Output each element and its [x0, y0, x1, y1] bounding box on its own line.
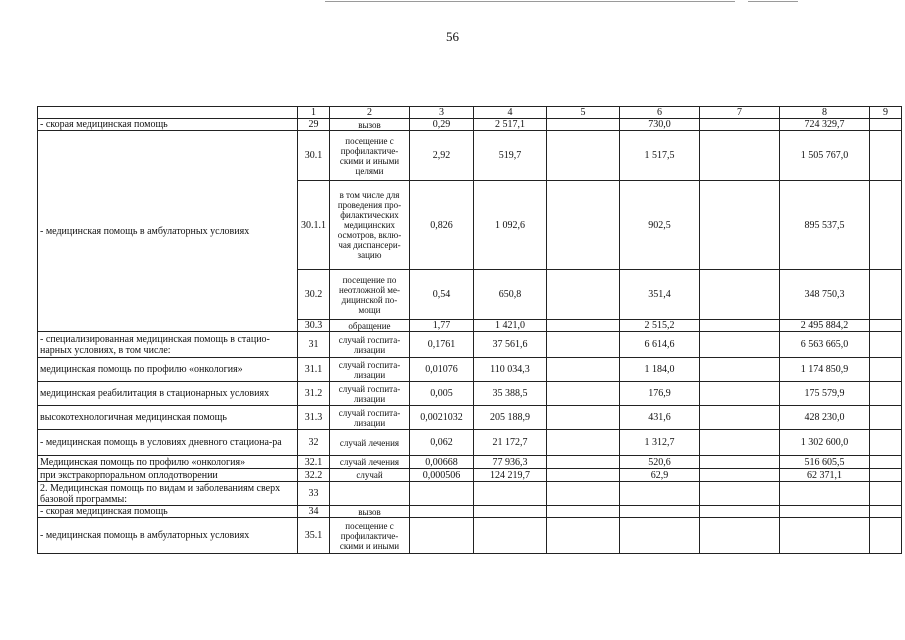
cell-col9	[870, 382, 902, 406]
cell-col5	[547, 131, 620, 181]
cell-col7	[700, 332, 780, 358]
cell-col4: 35 388,5	[474, 382, 547, 406]
row-name: - медицинская помощь в условиях дневного стациона-ра	[38, 430, 298, 456]
cell-col7	[700, 506, 780, 518]
row-unit: случай	[330, 469, 410, 482]
cell-col3: 0,000506	[410, 469, 474, 482]
cell-col9	[870, 119, 902, 131]
row-unit: случай лечения	[330, 430, 410, 456]
cell-col4	[474, 482, 547, 506]
cell-col4: 1 092,6	[474, 181, 547, 270]
cell-col8: 175 579,9	[780, 382, 870, 406]
cell-col8: 428 230,0	[780, 406, 870, 430]
cell-col4: 650,8	[474, 270, 547, 320]
cell-col5	[547, 456, 620, 469]
row-name: Медицинская помощь по профилю «онкология»	[38, 456, 298, 469]
cell-col4: 2 517,1	[474, 119, 547, 131]
row-unit: посещение по неотложной ме-дицинской по-мощи	[330, 270, 410, 320]
row-unit: вызов	[330, 506, 410, 518]
cell-col3: 2,92	[410, 131, 474, 181]
cell-col6: 1 184,0	[620, 358, 700, 382]
row-number: 32.2	[298, 469, 330, 482]
row-unit: вызов	[330, 119, 410, 131]
row-unit	[330, 482, 410, 506]
row-unit: обращение	[330, 320, 410, 332]
header-cell: 2	[330, 107, 410, 119]
cell-col6: 62,9	[620, 469, 700, 482]
cell-col8	[780, 506, 870, 518]
header-cell: 5	[547, 107, 620, 119]
top-border-line-right	[748, 1, 798, 2]
cell-col4: 37 561,6	[474, 332, 547, 358]
cell-col7	[700, 469, 780, 482]
cell-col3: 0,1761	[410, 332, 474, 358]
cell-col5	[547, 430, 620, 456]
cell-col6: 6 614,6	[620, 332, 700, 358]
header-cell: 3	[410, 107, 474, 119]
cell-col6: 902,5	[620, 181, 700, 270]
cell-col6	[620, 506, 700, 518]
cell-col6	[620, 518, 700, 554]
cell-col5	[547, 469, 620, 482]
row-number: 31.3	[298, 406, 330, 430]
cell-col5	[547, 270, 620, 320]
cell-col5	[547, 332, 620, 358]
cell-col9	[870, 406, 902, 430]
cell-col5	[547, 119, 620, 131]
cell-col7	[700, 358, 780, 382]
cell-col6: 520,6	[620, 456, 700, 469]
cell-col4: 77 936,3	[474, 456, 547, 469]
cell-col9	[870, 456, 902, 469]
row-number: 34	[298, 506, 330, 518]
cell-col3: 0,826	[410, 181, 474, 270]
row-name: - медицинская помощь в амбулаторных условиях	[38, 131, 298, 332]
header-cell: 4	[474, 107, 547, 119]
cell-col7	[700, 181, 780, 270]
header-cell	[38, 107, 298, 119]
table-row	[38, 406, 902, 430]
cell-col8: 1 174 850,9	[780, 358, 870, 382]
cell-col7	[700, 482, 780, 506]
cell-col5	[547, 320, 620, 332]
table-row	[38, 482, 902, 506]
cell-col7	[700, 518, 780, 554]
row-name: медицинская реабилитация в стационарных условиях	[38, 382, 298, 406]
row-number: 29	[298, 119, 330, 131]
cell-col8: 724 329,7	[780, 119, 870, 131]
header-cell: 6	[620, 107, 700, 119]
table-row	[38, 358, 902, 382]
header-cell: 9	[870, 107, 902, 119]
table-row	[38, 382, 902, 406]
row-name: - скорая медицинская помощь	[38, 119, 298, 131]
row-unit: случай госпита-лизации	[330, 406, 410, 430]
table-row	[38, 456, 902, 469]
cell-col3	[410, 518, 474, 554]
cell-col3	[410, 506, 474, 518]
cell-col3: 0,54	[410, 270, 474, 320]
row-number: 31.1	[298, 358, 330, 382]
cell-col5	[547, 518, 620, 554]
cell-col5	[547, 358, 620, 382]
cell-col9	[870, 482, 902, 506]
cell-col8	[780, 518, 870, 554]
row-name: - специализированная медицинская помощь в стацио-нарных условиях, в том числе:	[38, 332, 298, 358]
header-cell: 8	[780, 107, 870, 119]
row-unit: случай госпита-лизации	[330, 358, 410, 382]
cell-col6: 431,6	[620, 406, 700, 430]
table-row	[38, 332, 902, 358]
cell-col4	[474, 506, 547, 518]
cell-col5	[547, 382, 620, 406]
table-row	[38, 506, 902, 518]
data-table	[37, 106, 902, 554]
cell-col4: 519,7	[474, 131, 547, 181]
cell-col4: 124 219,7	[474, 469, 547, 482]
cell-col3: 0,01076	[410, 358, 474, 382]
row-unit: случай госпита-лизации	[330, 332, 410, 358]
row-unit: в том числе для проведения про-филактических медицинских осмотров, вклю-чая диспансери-зацию	[330, 181, 410, 270]
row-number: 31	[298, 332, 330, 358]
cell-col6: 176,9	[620, 382, 700, 406]
table-row	[38, 131, 902, 181]
cell-col6: 730,0	[620, 119, 700, 131]
cell-col3: 0,29	[410, 119, 474, 131]
cell-col8: 2 495 884,2	[780, 320, 870, 332]
cell-col7	[700, 270, 780, 320]
cell-col5	[547, 482, 620, 506]
header-cell: 7	[700, 107, 780, 119]
row-number: 35.1	[298, 518, 330, 554]
table-row	[38, 430, 902, 456]
cell-col4: 205 188,9	[474, 406, 547, 430]
cell-col5	[547, 406, 620, 430]
cell-col9	[870, 469, 902, 482]
page-number: 56	[446, 29, 459, 44]
cell-col7	[700, 131, 780, 181]
cell-col8: 62 371,1	[780, 469, 870, 482]
row-name: медицинская помощь по профилю «онкология»	[38, 358, 298, 382]
cell-col8: 1 302 600,0	[780, 430, 870, 456]
row-number: 30.2	[298, 270, 330, 320]
table-row	[38, 119, 902, 131]
row-number: 30.3	[298, 320, 330, 332]
cell-col3	[410, 482, 474, 506]
row-unit: случай лечения	[330, 456, 410, 469]
row-number: 32	[298, 430, 330, 456]
cell-col3: 0,00668	[410, 456, 474, 469]
cell-col6: 1 517,5	[620, 131, 700, 181]
cell-col7	[700, 430, 780, 456]
row-number: 30.1	[298, 131, 330, 181]
top-border-line	[325, 1, 735, 2]
table-row	[38, 469, 902, 482]
row-number: 30.1.1	[298, 181, 330, 270]
cell-col7	[700, 406, 780, 430]
cell-col9	[870, 131, 902, 181]
cell-col3: 1,77	[410, 320, 474, 332]
cell-col5	[547, 506, 620, 518]
cell-col8: 348 750,3	[780, 270, 870, 320]
cell-col6	[620, 482, 700, 506]
cell-col3: 0,0021032	[410, 406, 474, 430]
cell-col3: 0,005	[410, 382, 474, 406]
row-unit: случай госпита-лизации	[330, 382, 410, 406]
cell-col9	[870, 270, 902, 320]
cell-col6: 2 515,2	[620, 320, 700, 332]
header-cell: 1	[298, 107, 330, 119]
cell-col4	[474, 518, 547, 554]
cell-col6: 1 312,7	[620, 430, 700, 456]
row-unit: посещение с профилактиче-скими и иными	[330, 518, 410, 554]
cell-col4: 110 034,3	[474, 358, 547, 382]
table-header-row	[38, 107, 902, 119]
cell-col8: 1 505 767,0	[780, 131, 870, 181]
cell-col3: 0,062	[410, 430, 474, 456]
cell-col9	[870, 320, 902, 332]
cell-col6: 351,4	[620, 270, 700, 320]
row-name: - медицинская помощь в амбулаторных условиях	[38, 518, 298, 554]
row-name: при экстракорпоральном оплодотворении	[38, 469, 298, 482]
cell-col9	[870, 358, 902, 382]
cell-col8	[780, 482, 870, 506]
cell-col8: 6 563 665,0	[780, 332, 870, 358]
cell-col9	[870, 430, 902, 456]
table-row	[38, 518, 902, 554]
cell-col9	[870, 518, 902, 554]
cell-col9	[870, 181, 902, 270]
row-number: 32.1	[298, 456, 330, 469]
cell-col7	[700, 320, 780, 332]
cell-col9	[870, 332, 902, 358]
row-number: 31.2	[298, 382, 330, 406]
row-unit: посещение с профилактиче-скими и иными целями	[330, 131, 410, 181]
row-name: высокотехнологичная медицинская помощь	[38, 406, 298, 430]
cell-col5	[547, 181, 620, 270]
cell-col7	[700, 382, 780, 406]
row-name: 2. Медицинская помощь по видам и заболеваниям сверх базовой программы:	[38, 482, 298, 506]
row-number: 33	[298, 482, 330, 506]
cell-col4: 1 421,0	[474, 320, 547, 332]
cell-col7	[700, 456, 780, 469]
cell-col4: 21 172,7	[474, 430, 547, 456]
cell-col8: 895 537,5	[780, 181, 870, 270]
cell-col9	[870, 506, 902, 518]
row-name: - скорая медицинская помощь	[38, 506, 298, 518]
cell-col8: 516 605,5	[780, 456, 870, 469]
cell-col7	[700, 119, 780, 131]
